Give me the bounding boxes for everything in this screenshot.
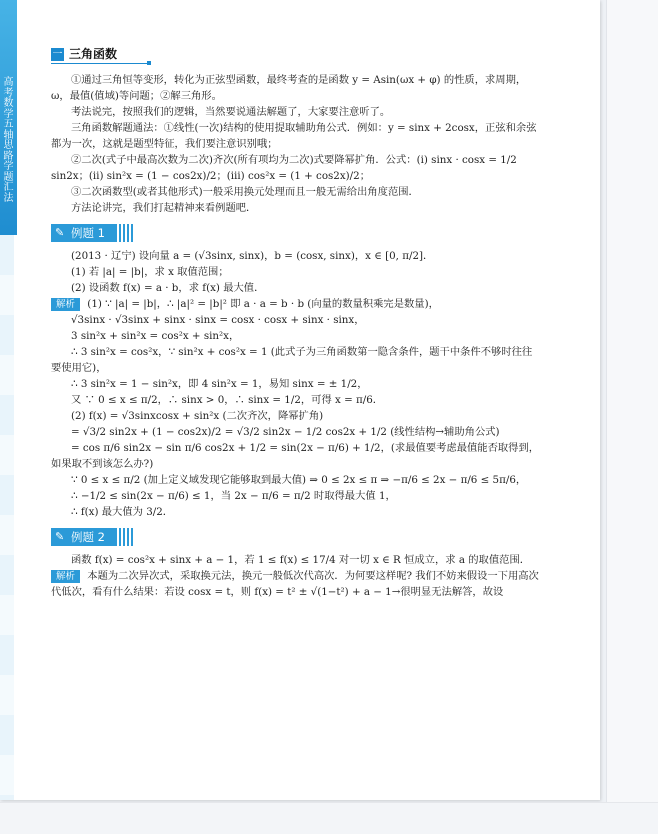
example-2-header — [51, 526, 541, 548]
intro-paragraph: ③二次函数型(或者其他形式)一般采用换元处理而且一般无需给出角度范围． — [71, 186, 419, 198]
solution-tag: 解析 — [51, 570, 80, 583]
solution-line: ∴ −1/2 ≤ sin(2x − π/6) ≤ 1，当 2x − π/6 = π/2 时取得最大值 1， — [71, 490, 396, 502]
example-1-question-1: (1) 若 |a| = |b|，求 x 取值范围； — [71, 266, 229, 278]
example-1-stripes — [119, 224, 133, 242]
solution-line: 3 sin²x + sin²x = cos²x + sin²x， — [71, 330, 240, 342]
example-1-solution-first-line — [51, 296, 541, 312]
example-2-solution-first-line — [51, 568, 541, 600]
example-1-header — [51, 222, 541, 244]
section-title: 三角函数 — [69, 47, 118, 61]
solution-line: ∴ 3 sin²x = cos²x，∵ sin²x + cos²x = 1 (此式子为三角函数第一隐含条件，题干中条件不够时往往要使用它)， — [51, 346, 533, 374]
page-side-decoration — [0, 235, 14, 800]
intro-paragraph: ②二次(式子中最高次数为二次)齐次(所有项均为二次)式要降幂扩角．公式：(ⅰ) sinx · cosx = 1/2 sin2x；(ⅱ) sin²x = (1 − cos2x)/2；(ⅲ) cos²x = (1 + cos2x)/2； — [51, 154, 517, 182]
solution-line: = cos π/6 sin2x − sin π/6 cos2x + 1/2 = sin(2x − π/6) + 1/2，(求最值要考虑最值能否取得到，如果取不到该怎么办?) — [51, 442, 540, 470]
solution-line: ∴ f(x) 最大值为 3/2． — [71, 506, 174, 518]
pencil-icon: ✎ — [55, 226, 65, 239]
pencil-icon: ✎ — [55, 530, 65, 543]
solution-line: 本题为二次异次式，采取换元法，换元一般低次代高次．为何要这样呢? 我们不妨来假设一下用高次代低次，看有什么结果：若设 cosx = t，则 f(x) = t² ± √(1−t²) + a − 1→很明显无法解答，故设 — [51, 570, 539, 598]
intro-paragraph: ①通过三角恒等变形，转化为正弦型函数，最终考查的是函数 y = Asin(ωx + φ) 的性质，求周期，ω，最值(值域)等问题；②解三角形。 — [51, 74, 527, 102]
page-content — [51, 44, 541, 600]
example-1-question-2: (2) 设函数 f(x) = a · b，求 f(x) 最大值． — [71, 282, 265, 294]
intro-paragraph: 方法论讲完，我们打起精神来看例题吧． — [71, 202, 257, 214]
solution-line: 又 ∵ 0 ≤ x ≤ π/2，∴ sinx > 0，∴ sinx = 1/2，可得 x = π/6． — [71, 394, 384, 406]
bottom-page-gap — [0, 802, 658, 834]
example-2-problem: 函数 f(x) = cos²x + sinx + a − 1，若 1 ≤ f(x) ≤ 17/4 对一切 x ∈ R 恒成立，求 a 的取值范围． — [71, 554, 531, 566]
solution-line: (1) ∵ |a| = |b|，∴ |a|² = |b|² 即 a · a = b · b (向量的数量积乘完是数量)， — [87, 298, 439, 310]
intro-paragraph: 三角函数解题通法：①线性(一次)结构的使用提取辅助角公式．例如：y = sinx + 2cosx，正弦和余弦都为一次，这就是题型特征，我们要注意识别哦； — [51, 122, 537, 150]
section-underline-marker — [147, 61, 151, 65]
solution-line: ∴ 3 sin²x = 1 − sin²x，即 4 sin²x = 1，易知 sinx = ± 1/2， — [71, 378, 368, 390]
intro-paragraph: 考法说完，按照我们的逻辑，当然要说通法解题了，大家要注意听了。 — [71, 106, 391, 118]
section-underline — [51, 63, 151, 64]
example-1-problem: (2013 · 辽宁) 设向量 a = (√3sinx, sinx)，b = (cosx, sinx)，x ∈ [0, π/2]． — [71, 250, 434, 262]
solution-line: √3sinx · √3sinx + sinx · sinx = cosx · cosx + sinx · sinx， — [71, 314, 365, 326]
solution-line: = √3/2 sin2x + (1 − cos2x)/2 = √3/2 sin2x − 1/2 cos2x + 1/2 (线性结构→辅助角公式) — [71, 426, 500, 438]
example-1-label: 例题 1 — [71, 226, 105, 240]
chapter-side-tab[interactable] — [0, 0, 17, 235]
example-2-stripes — [119, 528, 133, 546]
chapter-side-tab-label: 高考数学五轴思路学题汇法 — [3, 77, 14, 204]
solution-tag: 解析 — [51, 298, 80, 311]
section-number: 一 — [52, 49, 63, 60]
solution-line: (2) f(x) = √3sinxcosx + sin²x (二次齐次，降幂扩角) — [71, 410, 324, 422]
section-heading — [51, 44, 541, 66]
example-2-label: 例题 2 — [71, 530, 105, 544]
solution-line: ∵ 0 ≤ x ≤ π/2 (加上定义域发现它能够取到最大值) ⇒ 0 ≤ 2x ≤ π ⇒ −π/6 ≤ 2x − π/6 ≤ 5π/6， — [71, 474, 527, 486]
right-scroll-panel[interactable] — [606, 0, 658, 833]
